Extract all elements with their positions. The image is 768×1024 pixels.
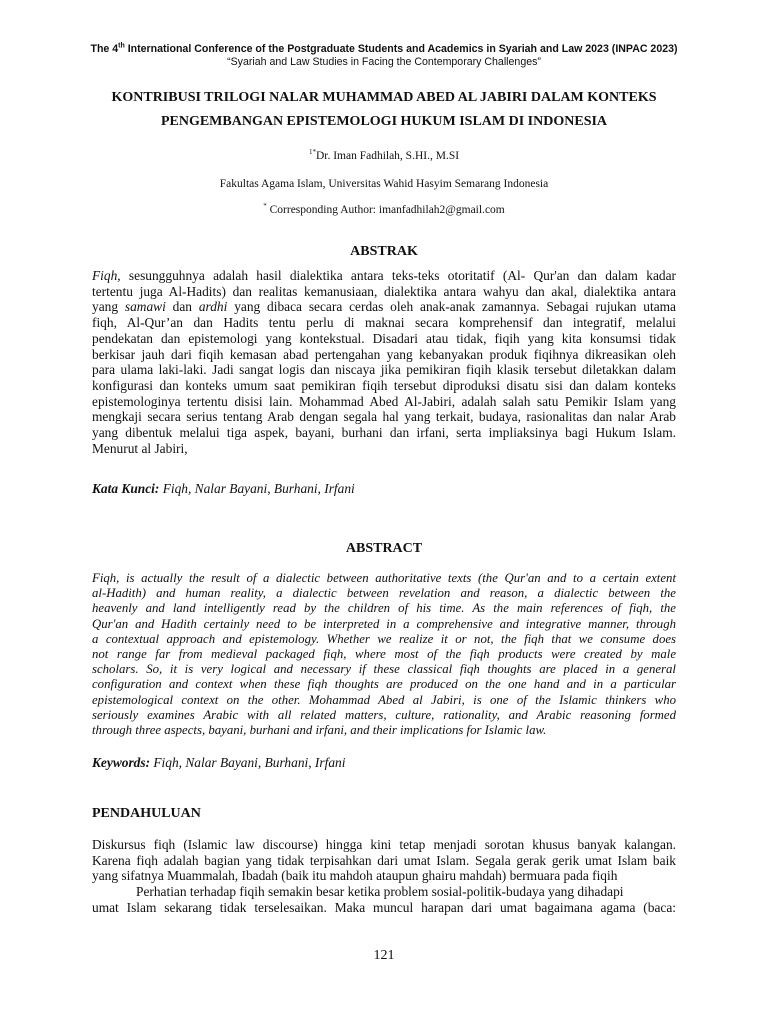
abstrak-line xyxy=(92,441,676,457)
abstrak-text: pendekatan dan epistemologi yang kontekstual. Disadari atau tidak, fiqih yang kita konsumsi tidak xyxy=(92,330,676,346)
abstract-line: not range far from medieval packaged fiqh, where most of the fiqh products were created by male xyxy=(92,647,676,662)
abstrak-line xyxy=(92,299,676,315)
abstrak-text: dan xyxy=(165,299,199,315)
conference-ordinal: th xyxy=(118,42,125,50)
pendahuluan-line: umat Islam sekarang tidak terselesaikan. Maka muncul harapan dari umat bagaimana agama (baca: xyxy=(92,899,676,915)
conference-header xyxy=(0,43,768,56)
abstrak-text: mengkaji secara serius tentang Arab dengan segala hal yang terkait, budaya, rasionalitas dan nalar Arab xyxy=(92,409,676,425)
pendahuluan-line: Perhatian terhadap fiqih semakin besar ketika problem sosial-politik-budaya yang dihadapi xyxy=(136,884,624,900)
author-name: Dr. Iman Fadhilah, S.HI., M.SI xyxy=(315,150,460,162)
corr-marker: * xyxy=(263,202,267,211)
pendahuluan-line: Karena fiqh adalah bagian yang tidak terpisahkan dari umat Islam. Segala gerak gerik umat Islam baik xyxy=(92,852,676,868)
abstract-line: scholars. So, it is very logical and necessary if these classical fiqh thoughts are placed in a general xyxy=(92,662,676,677)
author-line xyxy=(0,150,768,162)
abstrak-text: konfigurasi dan konteks umum saat pemikiran fiqih tersebut diproduksi disatu sisi dan dalam konteks xyxy=(92,377,676,393)
abstrak-line xyxy=(92,362,676,378)
pendahuluan-line: yang sifatnya Muammalah, Ibadah (baik itu mahdoh ataupun ghairu mahdah) bermuara pada fiqih xyxy=(92,868,618,884)
fiqh-term: Fiqh xyxy=(92,268,118,283)
abstrak-line xyxy=(92,284,676,300)
abstract-line: heavenly and land intelligently read by the children of his time. As the main references of fiqh, the xyxy=(92,601,676,616)
abstrak-text: , sesungguhnya adalah hasil dialektika antara teks-teks otoritatif (Al- Qur'an dan dalam kadar xyxy=(117,268,676,283)
conference-theme: “Syariah and Law Studies in Facing the Contemporary Challenges” xyxy=(227,56,541,68)
samawi-term: samawi xyxy=(124,299,166,315)
kata-kunci-label: Kata Kunci: xyxy=(92,481,160,496)
abstract-line: through three aspects, bayani, burhani and irfani, and their implications for Islamic law. xyxy=(92,723,547,738)
abstract-line: Qur'an and Hadith certainly need to be interpreted in a comprehensive and integrative manner, through xyxy=(92,616,676,631)
abstract-line: seriously examines Arabic with all related matters, culture, rationality, and Arabic reasoning formed xyxy=(92,707,676,722)
abstract-line: a contextual approach and epistemology. Whether we realize it or not, the fiqh that we consume does xyxy=(92,631,676,646)
abstrak-line xyxy=(92,378,676,394)
abstrak-text: yang dibaca secara cerdas oleh anak-anak zamannya. Sebagai rujukan utama xyxy=(227,299,677,315)
corresponding-author xyxy=(0,204,768,216)
kata-kunci-values: Fiqh, Nalar Bayani, Burhani, Irfani xyxy=(159,481,355,496)
title-line-1: KONTRIBUSI TRILOGI NALAR MUHAMMAD ABED AL JABIRI DALAM KONTEKS xyxy=(111,90,657,105)
abstrak-text: berkisar jauh dari fiqih kemasan abad pertengahan yang kebanyakan produk fiqihnya dikreasikan oleh xyxy=(92,346,676,362)
abstrak-text: fiqh, Al-Qur’an dan Hadits tentu perlu di maknai secara komprehensif dan integratif, melalui xyxy=(92,315,676,331)
corr-email-text: Corresponding Author: imanfadhilah2@gmail.com xyxy=(266,204,505,216)
author-marker: 1* xyxy=(308,148,316,157)
keywords-values: Fiqh, Nalar Bayani, Burhani, Irfani xyxy=(150,755,346,770)
affiliation: Fakultas Agama Islam, Universitas Wahid Hasyim Semarang Indonesia xyxy=(219,178,549,190)
abstract-body xyxy=(92,571,676,738)
abstrak-text: yang xyxy=(92,299,125,315)
abstract-line: configuration and context when these fiqh thoughts are produced on the one hand and in a particular xyxy=(92,677,676,692)
title-line-2: PENGEMBANGAN EPISTEMOLOGI HUKUM ISLAM DI INDONESIA xyxy=(160,114,608,129)
page-number: 121 xyxy=(373,948,395,963)
abstrak-heading: ABSTRAK xyxy=(350,244,418,259)
abstrak-body xyxy=(92,268,676,456)
abstrak-text: tertentu juga Al-Hadits) dan realitas kemanusiaan, dialektika antara wahyu dan akal, dialektika antara xyxy=(92,283,676,299)
abstract-line: al-Hadith) and human reality, a dialectic between revelation and reason, a dialectic between the xyxy=(92,586,676,601)
abstract-heading: ABSTRACT xyxy=(345,541,423,556)
keywords xyxy=(92,755,345,771)
abstrak-line xyxy=(92,331,676,347)
abstrak-text: yang dibentuk melalui tiga aspek, bayani, burhani dan irfani, serta impliaksinya bagi Hukum Islam. xyxy=(92,425,676,441)
abstrak-text: Menurut al Jabiri, xyxy=(92,440,188,456)
paper-title xyxy=(0,86,768,134)
pendahuluan-line: Diskursus fiqh (Islamic law discourse) hingga kini tetap menjadi sorotan khusus banyak kalangan. xyxy=(92,837,676,852)
abstract-line: epistemological context on the other. Mohammad Abed al Jabiri, is one of the Islamic thinkers who xyxy=(92,692,676,707)
kata-kunci xyxy=(92,481,355,497)
pendahuluan-body xyxy=(92,837,676,916)
abstrak-text: para ulama laki-laki. Jadi sangat logis dan niscaya jika pemikiran fiqih klasik tersebut diletakkan dalam xyxy=(92,362,676,378)
abstrak-line xyxy=(92,347,676,363)
abstrak-line xyxy=(92,409,676,425)
abstrak-line xyxy=(92,315,676,331)
conference-prefix: The 4 xyxy=(90,43,119,55)
abstract-line: Fiqh, is actually the result of a dialectic between authoritative texts (the Qur'an and to a certain extent xyxy=(92,571,676,585)
ardhi-term: ardhi xyxy=(198,299,228,315)
abstrak-line xyxy=(92,394,676,410)
conference-name: International Conference of the Postgraduate Students and Academics in Syariah and Law 2023 (INPAC 2023) xyxy=(124,43,678,55)
abstrak-line xyxy=(92,425,676,441)
pendahuluan-heading: PENDAHULUAN xyxy=(92,806,201,821)
keywords-label: Keywords: xyxy=(92,755,151,770)
abstrak-line xyxy=(92,268,676,284)
abstrak-text: epistemologinya tertentu disisi lain. Mohammad Abed Al-Jabiri, adalah salah satu Pemikir Islam yang xyxy=(92,393,676,409)
